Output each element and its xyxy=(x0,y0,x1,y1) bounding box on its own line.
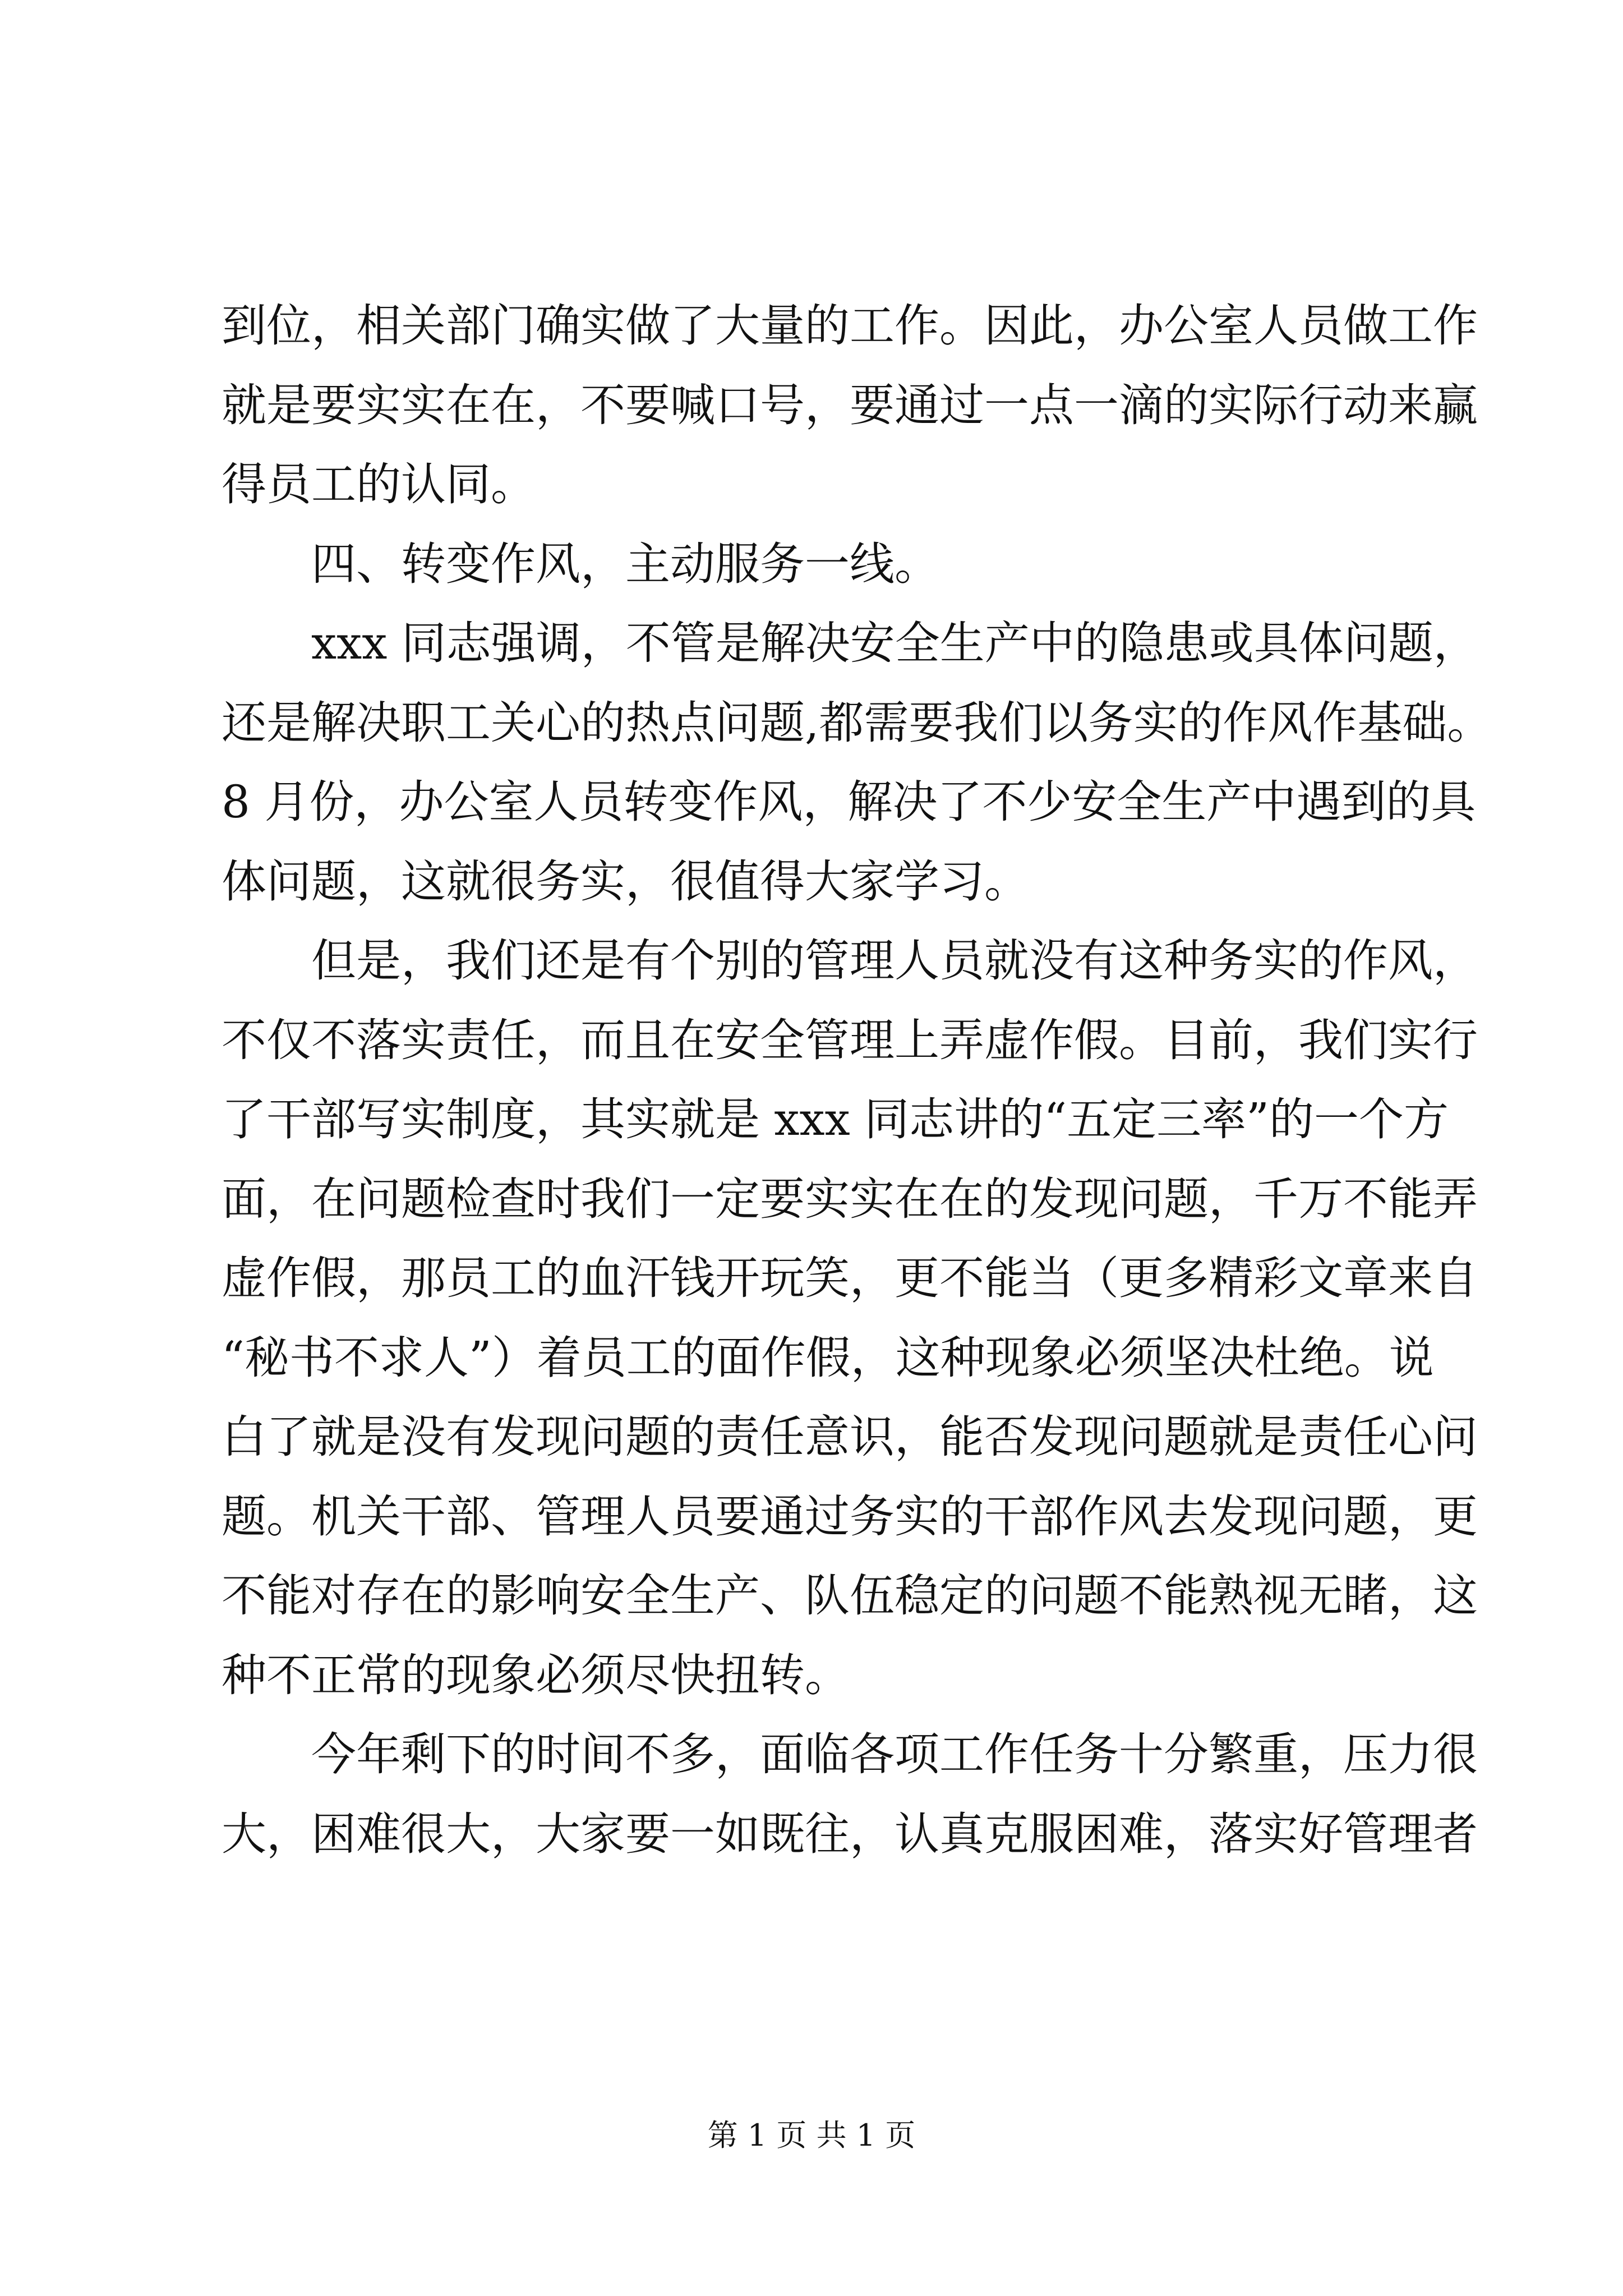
text-line: 还是解决职工关心的热点问题,都需要我们以务实的作风作基础。 xyxy=(222,696,1492,749)
document-body xyxy=(222,286,1492,1874)
text-line: 种不正常的现象必须尽快扭转。 xyxy=(222,1649,850,1701)
text-line: 就是要实实在在，不要喊口号，要通过一点一滴的实际行动来赢 xyxy=(222,379,1478,431)
page-footer: 第 1 页 共 1 页 xyxy=(707,2118,916,2153)
paragraph-4 xyxy=(222,921,1478,1715)
paragraph-3 xyxy=(222,604,1492,921)
section-heading-4 xyxy=(222,524,1416,604)
text-line: 面，在问题检查时我们一定要实实在在的发现问题，千万不能弄 xyxy=(222,1172,1478,1225)
text-line: xxx 同志强调，不管是解决安全生产中的隐患或具体问题， xyxy=(311,617,1478,669)
text-line: 大，困难很大，大家要一如既往，认真克服困难，落实好管理者 xyxy=(222,1807,1478,1860)
heading-line: 四、转变作风，主动服务一线。 xyxy=(311,537,939,590)
paragraph-1 xyxy=(222,286,1478,524)
text-line: 体问题，这就很务实，很值得大家学习。 xyxy=(222,855,1029,908)
text-line: 了干部写实制度，其实就是 xxx 同志讲的“五定三率”的一个方 xyxy=(222,1093,1449,1145)
text-line: 不仅不落实责任，而且在安全管理上弄虚作假。目前，我们实行 xyxy=(222,1014,1478,1066)
text-line: “秘书不求人”）着员工的面作假，这种现象必须坚决杜绝。说 xyxy=(222,1331,1434,1384)
text-line: 不能对存在的影响安全生产、队伍稳定的问题不能熟视无睹，这 xyxy=(222,1570,1478,1622)
text-line: 8 月份，办公室人员转变作风，解决了不少安全生产中遇到的具 xyxy=(222,776,1476,828)
text-line: 得员工的认同。 xyxy=(222,458,536,510)
text-line: 到位，相关部门确实做了大量的工作。因此，办公室人员做工作 xyxy=(222,300,1478,352)
text-line: 白了就是没有发现问题的责任意识，能否发现问题就是责任心问 xyxy=(222,1411,1478,1463)
text-line: 但是，我们还是有个别的管理人员就没有这种务实的作风， xyxy=(311,935,1478,987)
text-line: 虚作假，那员工的血汗钱开玩笑，更不能当（更多精彩文章来自 xyxy=(222,1252,1478,1304)
text-line: 题。机关干部、管理人员要通过务实的干部作风去发现问题，更 xyxy=(222,1490,1478,1543)
paragraph-5 xyxy=(222,1715,1478,1874)
text-line: 今年剩下的时间不多，面临各项工作任务十分繁重，压力很 xyxy=(311,1728,1478,1780)
